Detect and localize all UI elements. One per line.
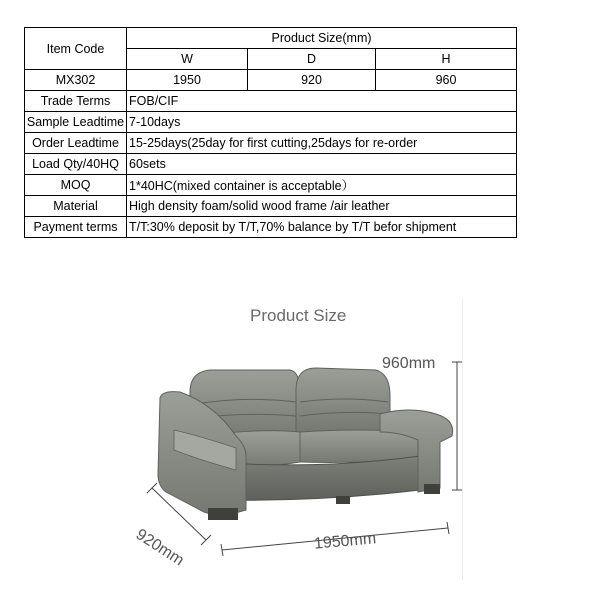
row-label: Material bbox=[25, 196, 127, 217]
row-value: 7-10days bbox=[127, 112, 517, 133]
back-cushion-right bbox=[296, 368, 390, 432]
d-header: D bbox=[248, 49, 376, 70]
row-value: 60sets bbox=[127, 154, 517, 175]
row-value: 15-25days(25day for first cutting,25days for re-order bbox=[127, 133, 517, 154]
h-value: 960 bbox=[376, 70, 517, 91]
w-value: 1950 bbox=[127, 70, 248, 91]
width-label: 1950mm bbox=[313, 530, 377, 553]
h-header: H bbox=[376, 49, 517, 70]
product-size-header: Product Size(mm) bbox=[127, 28, 517, 49]
row-value: High density foam/solid wood frame /air leather bbox=[127, 196, 517, 217]
row-label: Trade Terms bbox=[25, 91, 127, 112]
height-label: 960mm bbox=[382, 355, 436, 372]
sofa-foot bbox=[336, 496, 350, 504]
depth-label: 920mm bbox=[132, 526, 187, 570]
sofa-foot bbox=[424, 484, 440, 494]
row-label: Payment terms bbox=[25, 217, 127, 238]
d-value: 920 bbox=[248, 70, 376, 91]
row-label: MOQ bbox=[25, 175, 127, 196]
row-label: Order Leadtime bbox=[25, 133, 127, 154]
row-value: 1*40HC(mixed container is acceptable） bbox=[127, 175, 517, 196]
item-code-value: MX302 bbox=[25, 70, 127, 91]
sofa-foot bbox=[208, 508, 238, 520]
product-size-title: Product Size bbox=[250, 306, 347, 325]
w-header: W bbox=[127, 49, 248, 70]
item-code-header: Item Code bbox=[25, 28, 127, 70]
row-value: FOB/CIF bbox=[127, 91, 517, 112]
row-label: Sample Leadtime bbox=[25, 112, 127, 133]
row-label: Load Qty/40HQ bbox=[25, 154, 127, 175]
row-value: T/T:30% deposit by T/T,70% balance by T/T befor shipment bbox=[127, 217, 517, 238]
height-dimension-line bbox=[452, 362, 462, 490]
